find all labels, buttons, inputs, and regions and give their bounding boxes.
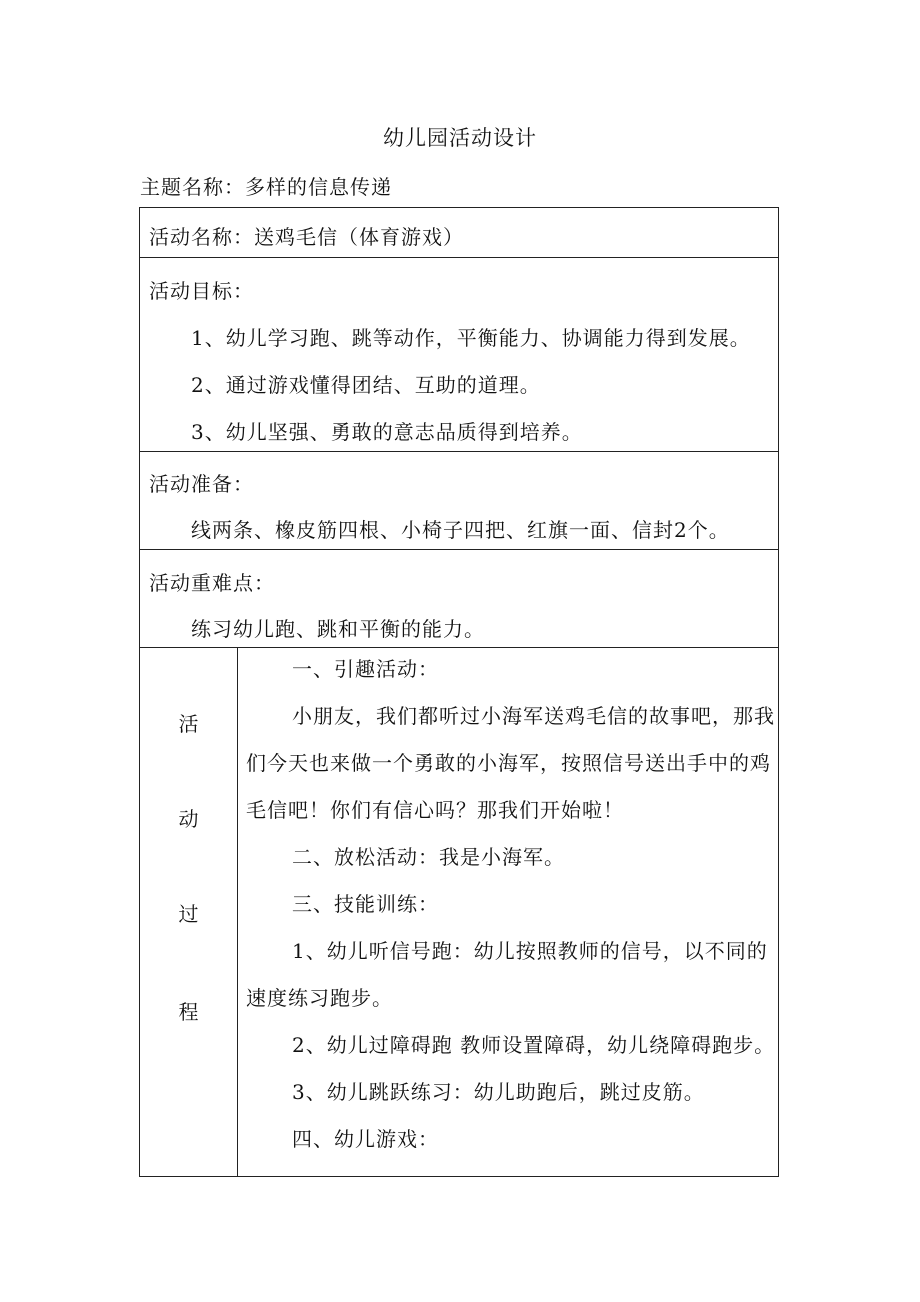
theme-name: 主题名称：多样的信息传递 xyxy=(140,175,392,199)
activity-name-row xyxy=(140,208,778,258)
process-line: 2、幼儿过障碍跑 教师设置障碍，幼儿绕障碍跑步。 xyxy=(292,1033,776,1057)
prep-heading: 活动准备： xyxy=(149,472,254,496)
activity-name: 活动名称：送鸡毛信（体育游戏） xyxy=(149,225,464,249)
process-line: 三、技能训练： xyxy=(292,892,439,916)
goals-heading: 活动目标： xyxy=(149,279,254,303)
process-line: 一、引趣活动： xyxy=(292,657,439,681)
process-line: 1、幼儿听信号跑：幼儿按照教师的信号，以不同的速度练习跑步。 xyxy=(246,939,768,1010)
process-label-char: 程 xyxy=(178,1000,199,1024)
goals-row xyxy=(140,258,778,452)
activity-table xyxy=(139,207,779,1177)
process-content xyxy=(246,646,776,1163)
process-label-char: 活 xyxy=(178,712,199,736)
goal-item: 2、通过游戏懂得团结、互助的道理。 xyxy=(191,373,541,397)
prep-row xyxy=(140,452,778,550)
process-line: 小朋友，我们都听过小海军送鸡毛信的故事吧，那我们今天也来做一个勇敢的小海军，按照信号送出手中的鸡毛信吧！你们有信心吗？那我们开始啦！ xyxy=(246,704,775,822)
focus-text: 练习幼儿跑、跳和平衡的能力。 xyxy=(191,617,485,641)
focus-heading: 活动重难点： xyxy=(149,571,275,595)
prep-text: 线两条、橡皮筋四根、小椅子四把、红旗一面、信封2个。 xyxy=(191,518,730,542)
goal-item: 3、幼儿坚强、勇敢的意志品质得到培养。 xyxy=(191,420,583,444)
process-label-char: 动 xyxy=(178,807,199,831)
process-label-char: 过 xyxy=(178,902,199,926)
document-title: 幼儿园活动设计 xyxy=(383,126,537,150)
process-line: 四、幼儿游戏： xyxy=(292,1127,439,1151)
focus-row xyxy=(140,550,778,648)
process-line: 3、幼儿跳跃练习：幼儿助跑后，跳过皮筋。 xyxy=(292,1080,705,1104)
process-line: 二、放松活动：我是小海军。 xyxy=(292,845,565,869)
goal-item: 1、幼儿学习跑、跳等动作，平衡能力、协调能力得到发展。 xyxy=(191,326,751,350)
process-divider xyxy=(237,648,238,1176)
